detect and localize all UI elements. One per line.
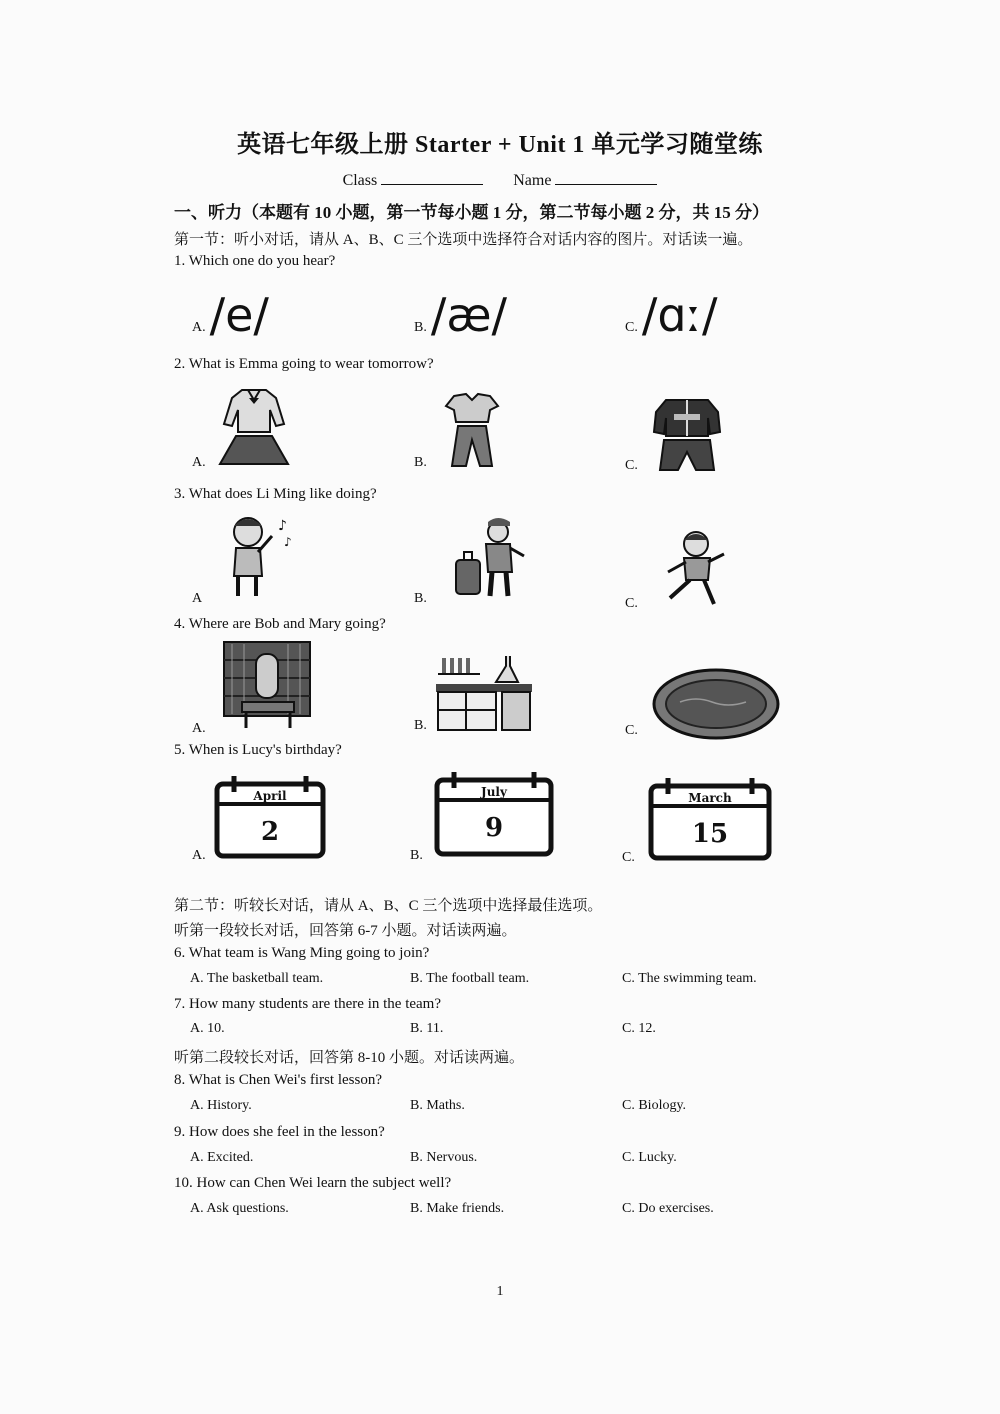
question-6: 6. What team is Wang Ming going to join? [174,945,430,961]
q1-option-c[interactable] [625,288,718,342]
q6-option-c[interactable]: C. The swimming team. [622,971,757,986]
option-label[interactable]: A. [192,848,206,863]
q7-option-a[interactable]: A. 10. [190,1021,225,1036]
traveller-image [452,516,532,600]
calendar-month: April [253,789,287,803]
library-image [222,640,314,730]
option-label[interactable]: C. [622,850,635,865]
option-label: B. [414,320,427,335]
q6-option-a[interactable]: A. The basketball team. [190,971,324,986]
question-10: 10. How can Chen Wei learn the subject well? [174,1175,452,1191]
option-label[interactable]: B. [414,455,427,470]
question-3: 3. What does Li Ming like doing? [174,486,377,502]
jacket-pants-image [650,396,724,472]
question-5: 5. When is Lucy's birthday? [174,742,342,758]
question-7: 7. How many students are there in the team? [174,996,441,1012]
part1-instruction: 第一节：听小对话，请从 A、B、C 三个选项中选择符合对话内容的图片。对话读一遍。 [174,232,753,248]
phonetic-symbol: /ɑː/ [641,288,718,342]
question-4: 4. Where are Bob and Mary going? [174,616,386,632]
q9-option-b[interactable]: B. Nervous. [410,1150,478,1165]
student-info-row [0,170,1000,190]
name-field[interactable] [555,170,657,185]
class-label: Class [342,172,378,189]
q8-option-a[interactable]: A. History. [190,1098,252,1113]
option-label[interactable]: A. [192,721,206,736]
q1-option-a[interactable] [192,288,269,342]
calendar-april-image [212,774,328,860]
calendar-month: July [481,785,507,799]
q10-option-a[interactable]: A. Ask questions. [190,1201,289,1216]
class-field[interactable] [381,170,483,185]
calendar-day: 2 [260,817,280,847]
calendar-day: 15 [691,819,729,849]
question-9: 9. How does she feel in the lesson? [174,1124,385,1140]
dialogue2-instruction: 听第二段较长对话，回答第 8-10 小题。对话读两遍。 [174,1050,524,1066]
dialogue1-instruction: 听第一段较长对话，回答第 6-7 小题。对话读两遍。 [174,923,517,939]
boy-running-image [656,526,734,608]
option-label[interactable]: B. [410,848,423,863]
part2-instruction: 第二节：听较长对话，请从 A、B、C 三个选项中选择最佳选项。 [174,898,603,914]
question-1: 1. Which one do you hear? [174,253,336,269]
option-label[interactable]: C. [625,458,638,473]
q10-option-c[interactable]: C. Do exercises. [622,1201,714,1216]
option-label[interactable]: C. [625,596,638,611]
q1-option-b[interactable] [414,288,508,342]
name-label: Name [513,172,552,189]
phonetic-symbol: /e/ [209,288,269,342]
exam-title: 英语七年级上册 Starter + Unit 1 单元学习随堂练 [237,132,763,158]
q7-option-c[interactable]: C. 12. [622,1021,656,1036]
blouse-skirt-image [214,384,294,468]
q8-option-b[interactable]: B. Maths. [410,1098,465,1113]
option-label[interactable]: A. [192,455,206,470]
question-8: 8. What is Chen Wei's first lesson? [174,1072,383,1088]
q9-option-a[interactable]: A. Excited. [190,1150,254,1165]
section-heading: 一、听力（本题有 10 小题，第一节每小题 1 分，第二节每小题 2 分，共 15 分） [174,203,769,222]
page-number: 1 [496,1284,504,1299]
q8-option-c[interactable]: C. Biology. [622,1098,687,1113]
q9-option-c[interactable]: C. Lucky. [622,1150,677,1165]
option-label[interactable]: B. [414,591,427,606]
swimming-pool-image [650,664,782,744]
question-2: 2. What is Emma going to wear tomorrow? [174,356,434,372]
calendar-month: March [688,791,732,805]
calendar-july-image [432,770,556,858]
q6-option-b[interactable]: B. The football team. [410,971,530,986]
option-label[interactable]: C. [625,723,638,738]
boy-singing-image [218,512,296,604]
tshirt-jeans-image [440,392,504,470]
q10-option-b[interactable]: B. Make friends. [410,1201,505,1216]
svg-text:♪: ♪ [278,518,287,534]
svg-text:♪: ♪ [284,535,292,549]
science-lab-image [436,652,532,732]
option-label: A. [192,320,206,335]
calendar-march-image [646,776,774,862]
option-label: C. [625,320,638,335]
phonetic-symbol: /æ/ [430,288,508,342]
option-label[interactable]: A [192,591,203,606]
calendar-day: 9 [484,813,504,843]
q7-option-b[interactable]: B. 11. [410,1021,444,1036]
option-label[interactable]: B. [414,718,427,733]
